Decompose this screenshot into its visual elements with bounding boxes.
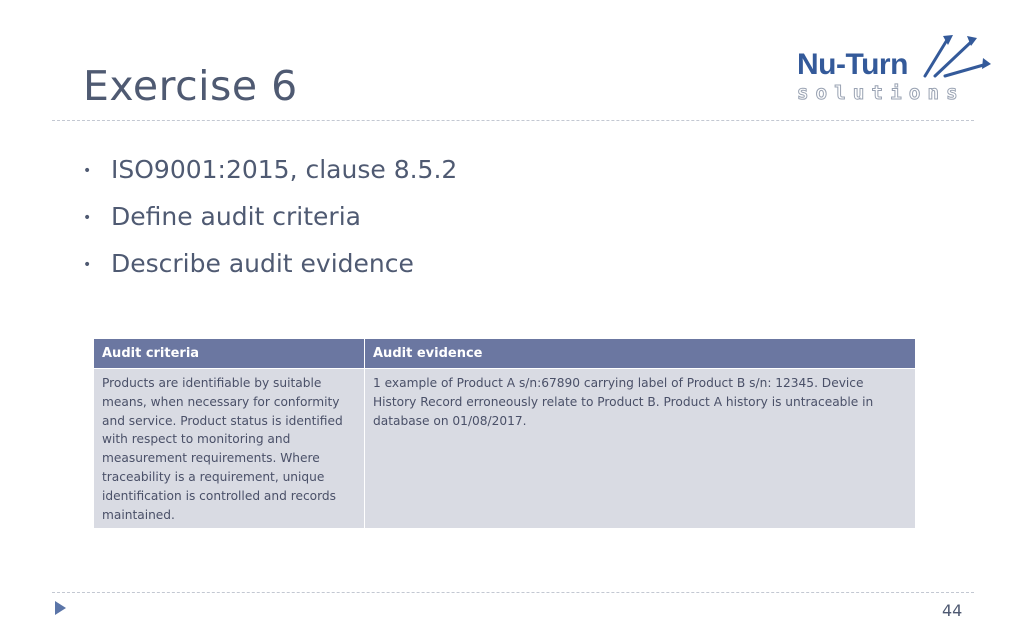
bullet-item <box>83 249 457 296</box>
table-header-row <box>94 339 916 369</box>
play-icon[interactable] <box>55 601 66 615</box>
cell-audit-evidence: 1 example of Product A s/n:67890 carrying label of Product B s/n: 12345. Device History Record erroneously relate to Product B. Product A history is untraceable in database on 01/08/2017. <box>365 369 916 529</box>
bullet-text: Describe audit evidence <box>111 249 414 278</box>
arrows-logo-icon <box>921 32 991 82</box>
logo-sub-text: solutions <box>797 82 965 104</box>
bullet-icon: • <box>83 163 92 179</box>
bullet-text: Define audit criteria <box>111 202 361 231</box>
slide-title: Exercise 6 <box>83 62 298 110</box>
bullet-list <box>83 155 457 296</box>
bullet-item <box>83 202 457 249</box>
bullet-icon: • <box>83 257 92 273</box>
bullet-item <box>83 155 457 202</box>
bullet-icon: • <box>83 210 92 226</box>
logo-main-text: Nu-Turn <box>797 48 908 81</box>
header-audit-evidence: Audit evidence <box>365 339 916 369</box>
table-row <box>94 369 916 529</box>
bullet-text: ISO9001:2015, clause 8.5.2 <box>111 155 458 184</box>
cell-audit-criteria: Products are identifiable by suitable means, when necessary for conformity and service. Product status is identified with respect to monitoring and measurement requirements. Where traceability is a requirement, unique identification is controlled and records maintained. <box>94 369 365 529</box>
company-logo <box>795 30 995 110</box>
footer-divider <box>52 592 974 593</box>
header-divider <box>52 120 974 121</box>
audit-table <box>93 338 916 529</box>
header-audit-criteria: Audit criteria <box>94 339 365 369</box>
page-number: 44 <box>942 601 963 620</box>
